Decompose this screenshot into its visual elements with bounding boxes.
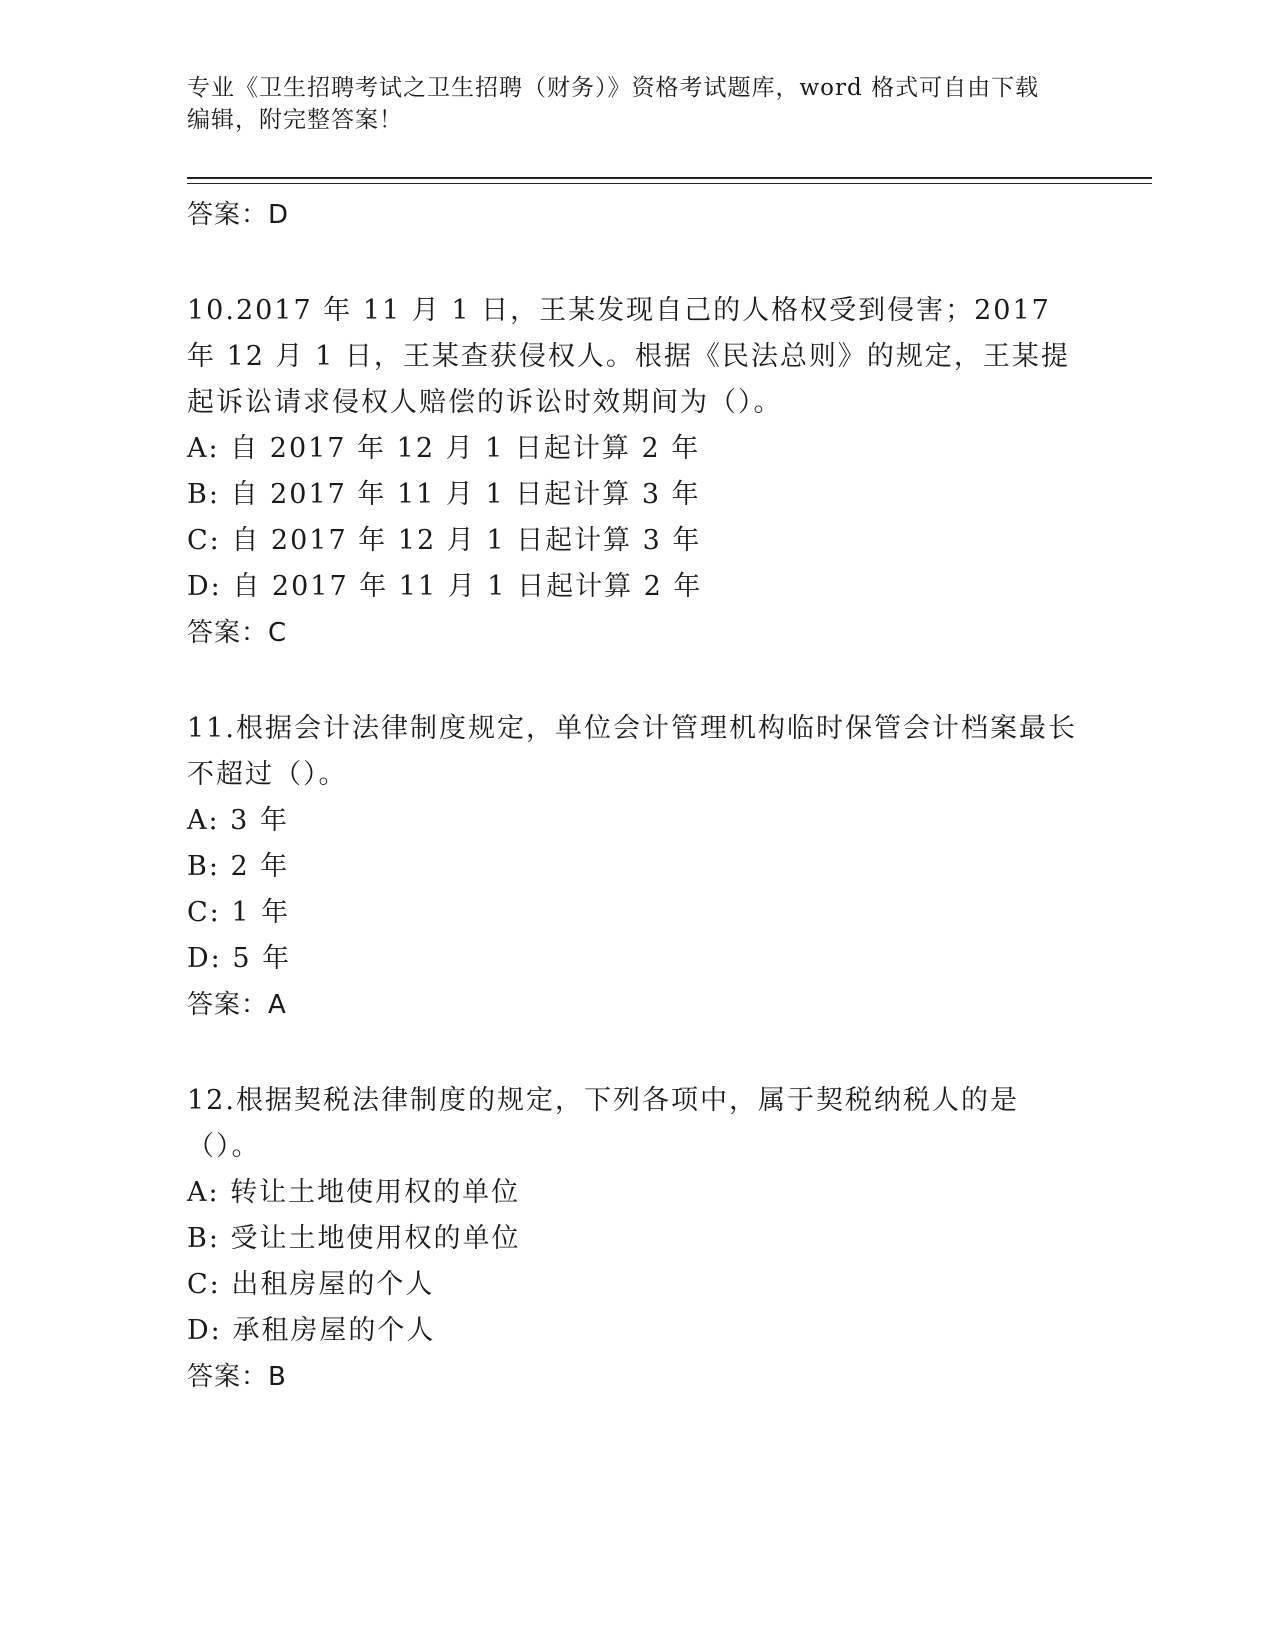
option-d: D: 自 2017 年 11 月 1 日起计算 2 年 — [187, 571, 703, 602]
option-c: C: 自 2017 年 12 月 1 日起计算 3 年 — [187, 525, 702, 556]
option-a: A: 转让土地使用权的单位 — [187, 1177, 521, 1208]
question-text: 12.根据契税法律制度的规定，下列各项中，属于契税纳税人的是（）。 — [187, 1085, 1019, 1162]
option-c: C: 出租房屋的个人 — [187, 1269, 435, 1300]
header-divider-thick — [187, 177, 1152, 179]
previous-answer: 答案：D — [187, 200, 290, 230]
question-text: 10.2017 年 11 月 1 日，王某发现自己的人格权受到侵害；2017 年 12 月 1 日，王某查获侵权人。根据《民法总则》的规定，王某提起诉讼请求侵权人赔偿的诉讼时效期间为（）。 — [187, 295, 1070, 418]
option-b: B: 2 年 — [187, 851, 290, 882]
answer: 答案：B — [187, 1362, 287, 1392]
question-12 — [187, 1078, 1087, 1400]
option-d: D: 承租房屋的个人 — [187, 1315, 436, 1346]
answer: 答案：A — [187, 990, 287, 1020]
header-line-2: 编辑，附完整答案！ — [187, 107, 403, 133]
question-10 — [187, 288, 1087, 656]
option-b: B: 自 2017 年 11 月 1 日起计算 3 年 — [187, 479, 701, 510]
option-c: C: 1 年 — [187, 897, 291, 928]
question-11 — [187, 706, 1087, 1028]
option-d: D: 5 年 — [187, 943, 292, 974]
answer: 答案：C — [187, 618, 288, 648]
option-b: B: 受让土地使用权的单位 — [187, 1223, 521, 1254]
header-line-1: 专业《卫生招聘考试之卫生招聘（财务）》资格考试题库，word 格式可自由下载 — [187, 75, 1040, 101]
document-header — [187, 72, 1087, 136]
option-a: A: 3 年 — [187, 805, 289, 836]
header-divider-thin — [187, 183, 1152, 184]
question-text: 11.根据会计法律制度规定，单位会计管理机构临时保管会计档案最长不超过（）。 — [187, 713, 1077, 790]
option-a: A: 自 2017 年 12 月 1 日起计算 2 年 — [187, 433, 701, 464]
document-body — [187, 186, 1087, 1400]
